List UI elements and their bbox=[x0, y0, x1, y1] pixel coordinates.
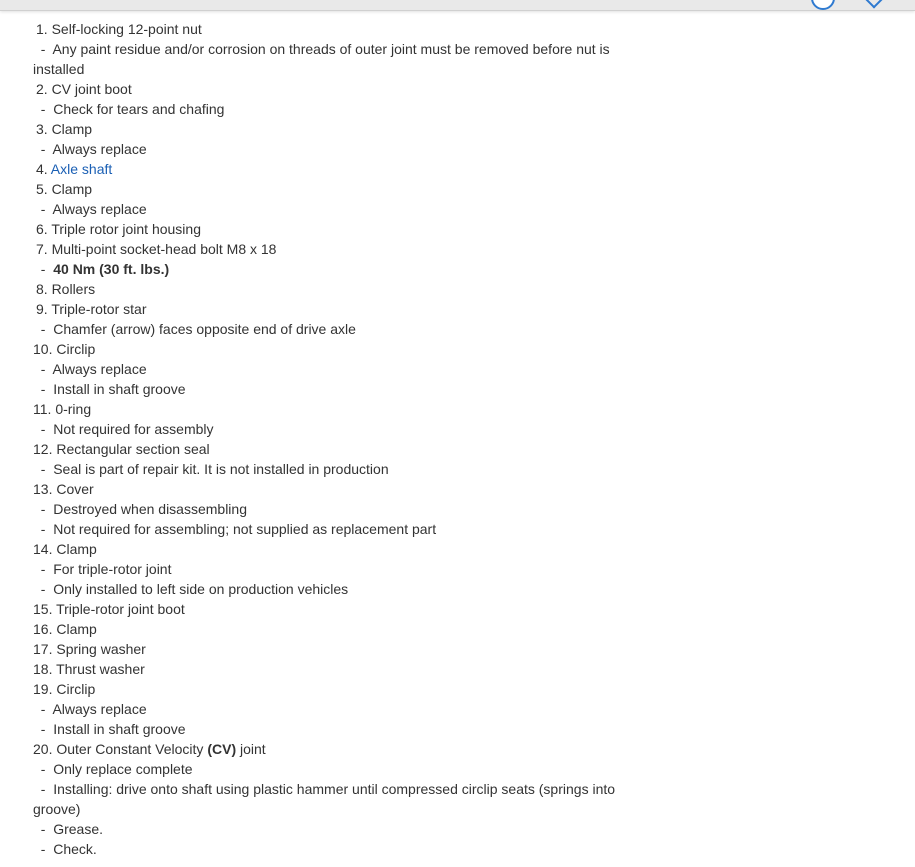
list-item: 1. Self-locking 12-point nut bbox=[36, 21, 202, 37]
item-text: joint bbox=[236, 741, 266, 757]
list-item bbox=[33, 159, 653, 179]
list-item: 5. Clamp bbox=[36, 181, 93, 197]
list-note: - Check for tears and chafing bbox=[33, 101, 225, 117]
list-item: 19. Circlip bbox=[33, 681, 96, 697]
list-note: - Chamfer (arrow) faces opposite end of drive axle bbox=[33, 321, 356, 337]
list-note: - Destroyed when disassembling bbox=[33, 501, 247, 517]
list-item: 18. Thrust washer bbox=[33, 661, 145, 677]
list-note: - Check. bbox=[33, 841, 97, 857]
item-number: 4. bbox=[36, 161, 51, 177]
list-note: - Install in shaft groove bbox=[33, 381, 186, 397]
list-note: - Not required for assembling; not supplied as replacement part bbox=[33, 521, 437, 537]
list-note: - Only replace complete bbox=[33, 761, 193, 777]
parts-list bbox=[33, 19, 653, 859]
list-item: 6. Triple rotor joint housing bbox=[36, 221, 201, 237]
list-note: - Grease. bbox=[33, 821, 104, 837]
list-item: 7. Multi-point socket-head bolt M8 x 18 bbox=[36, 241, 277, 257]
list-item: 12. Rectangular section seal bbox=[33, 441, 210, 457]
torque-spec: 40 Nm (30 ft. lbs.) bbox=[53, 261, 170, 277]
list-note: - Always replace bbox=[33, 701, 147, 717]
list-note bbox=[33, 259, 653, 279]
list-note: - Any paint residue and/or corrosion on threads of outer joint must be removed before nut is installed bbox=[33, 41, 614, 77]
list-note: - Seal is part of repair kit. It is not installed in production bbox=[33, 461, 389, 477]
list-item: 16. Clamp bbox=[33, 621, 97, 637]
note-dash: - bbox=[33, 261, 54, 277]
list-note: - Always replace bbox=[33, 201, 147, 217]
list-item: 11. 0-ring bbox=[33, 401, 92, 417]
item-text: 20. Outer Constant Velocity bbox=[33, 741, 208, 757]
list-note: - Installing: drive onto shaft using plastic hammer until compressed circlip seats (springs into groove) bbox=[33, 781, 619, 817]
list-item: 15. Triple-rotor joint boot bbox=[33, 601, 185, 617]
list-note: - Always replace bbox=[33, 141, 147, 157]
top-toolbar bbox=[0, 0, 915, 11]
axle-shaft-link[interactable]: Axle shaft bbox=[50, 161, 113, 177]
list-item: 2. CV joint boot bbox=[36, 81, 132, 97]
list-note: - For triple-rotor joint bbox=[33, 561, 172, 577]
list-note: - Install in shaft groove bbox=[33, 721, 186, 737]
list-item: 3. Clamp bbox=[36, 121, 93, 137]
list-item: 17. Spring washer bbox=[33, 641, 146, 657]
list-note: - Not required for assembly bbox=[33, 421, 214, 437]
list-item: 13. Cover bbox=[33, 481, 94, 497]
cv-abbrev: (CV) bbox=[207, 741, 237, 757]
list-item: 9. Triple-rotor star bbox=[36, 301, 147, 317]
chevron-icon[interactable] bbox=[866, 0, 883, 8]
circle-icon[interactable] bbox=[811, 0, 835, 10]
list-item bbox=[33, 739, 653, 759]
list-item: 8. Rollers bbox=[36, 281, 96, 297]
list-note: - Only installed to left side on production vehicles bbox=[33, 581, 349, 597]
list-note: - Always replace bbox=[33, 361, 147, 377]
list-item: 14. Clamp bbox=[33, 541, 97, 557]
list-item: 10. Circlip bbox=[33, 341, 96, 357]
